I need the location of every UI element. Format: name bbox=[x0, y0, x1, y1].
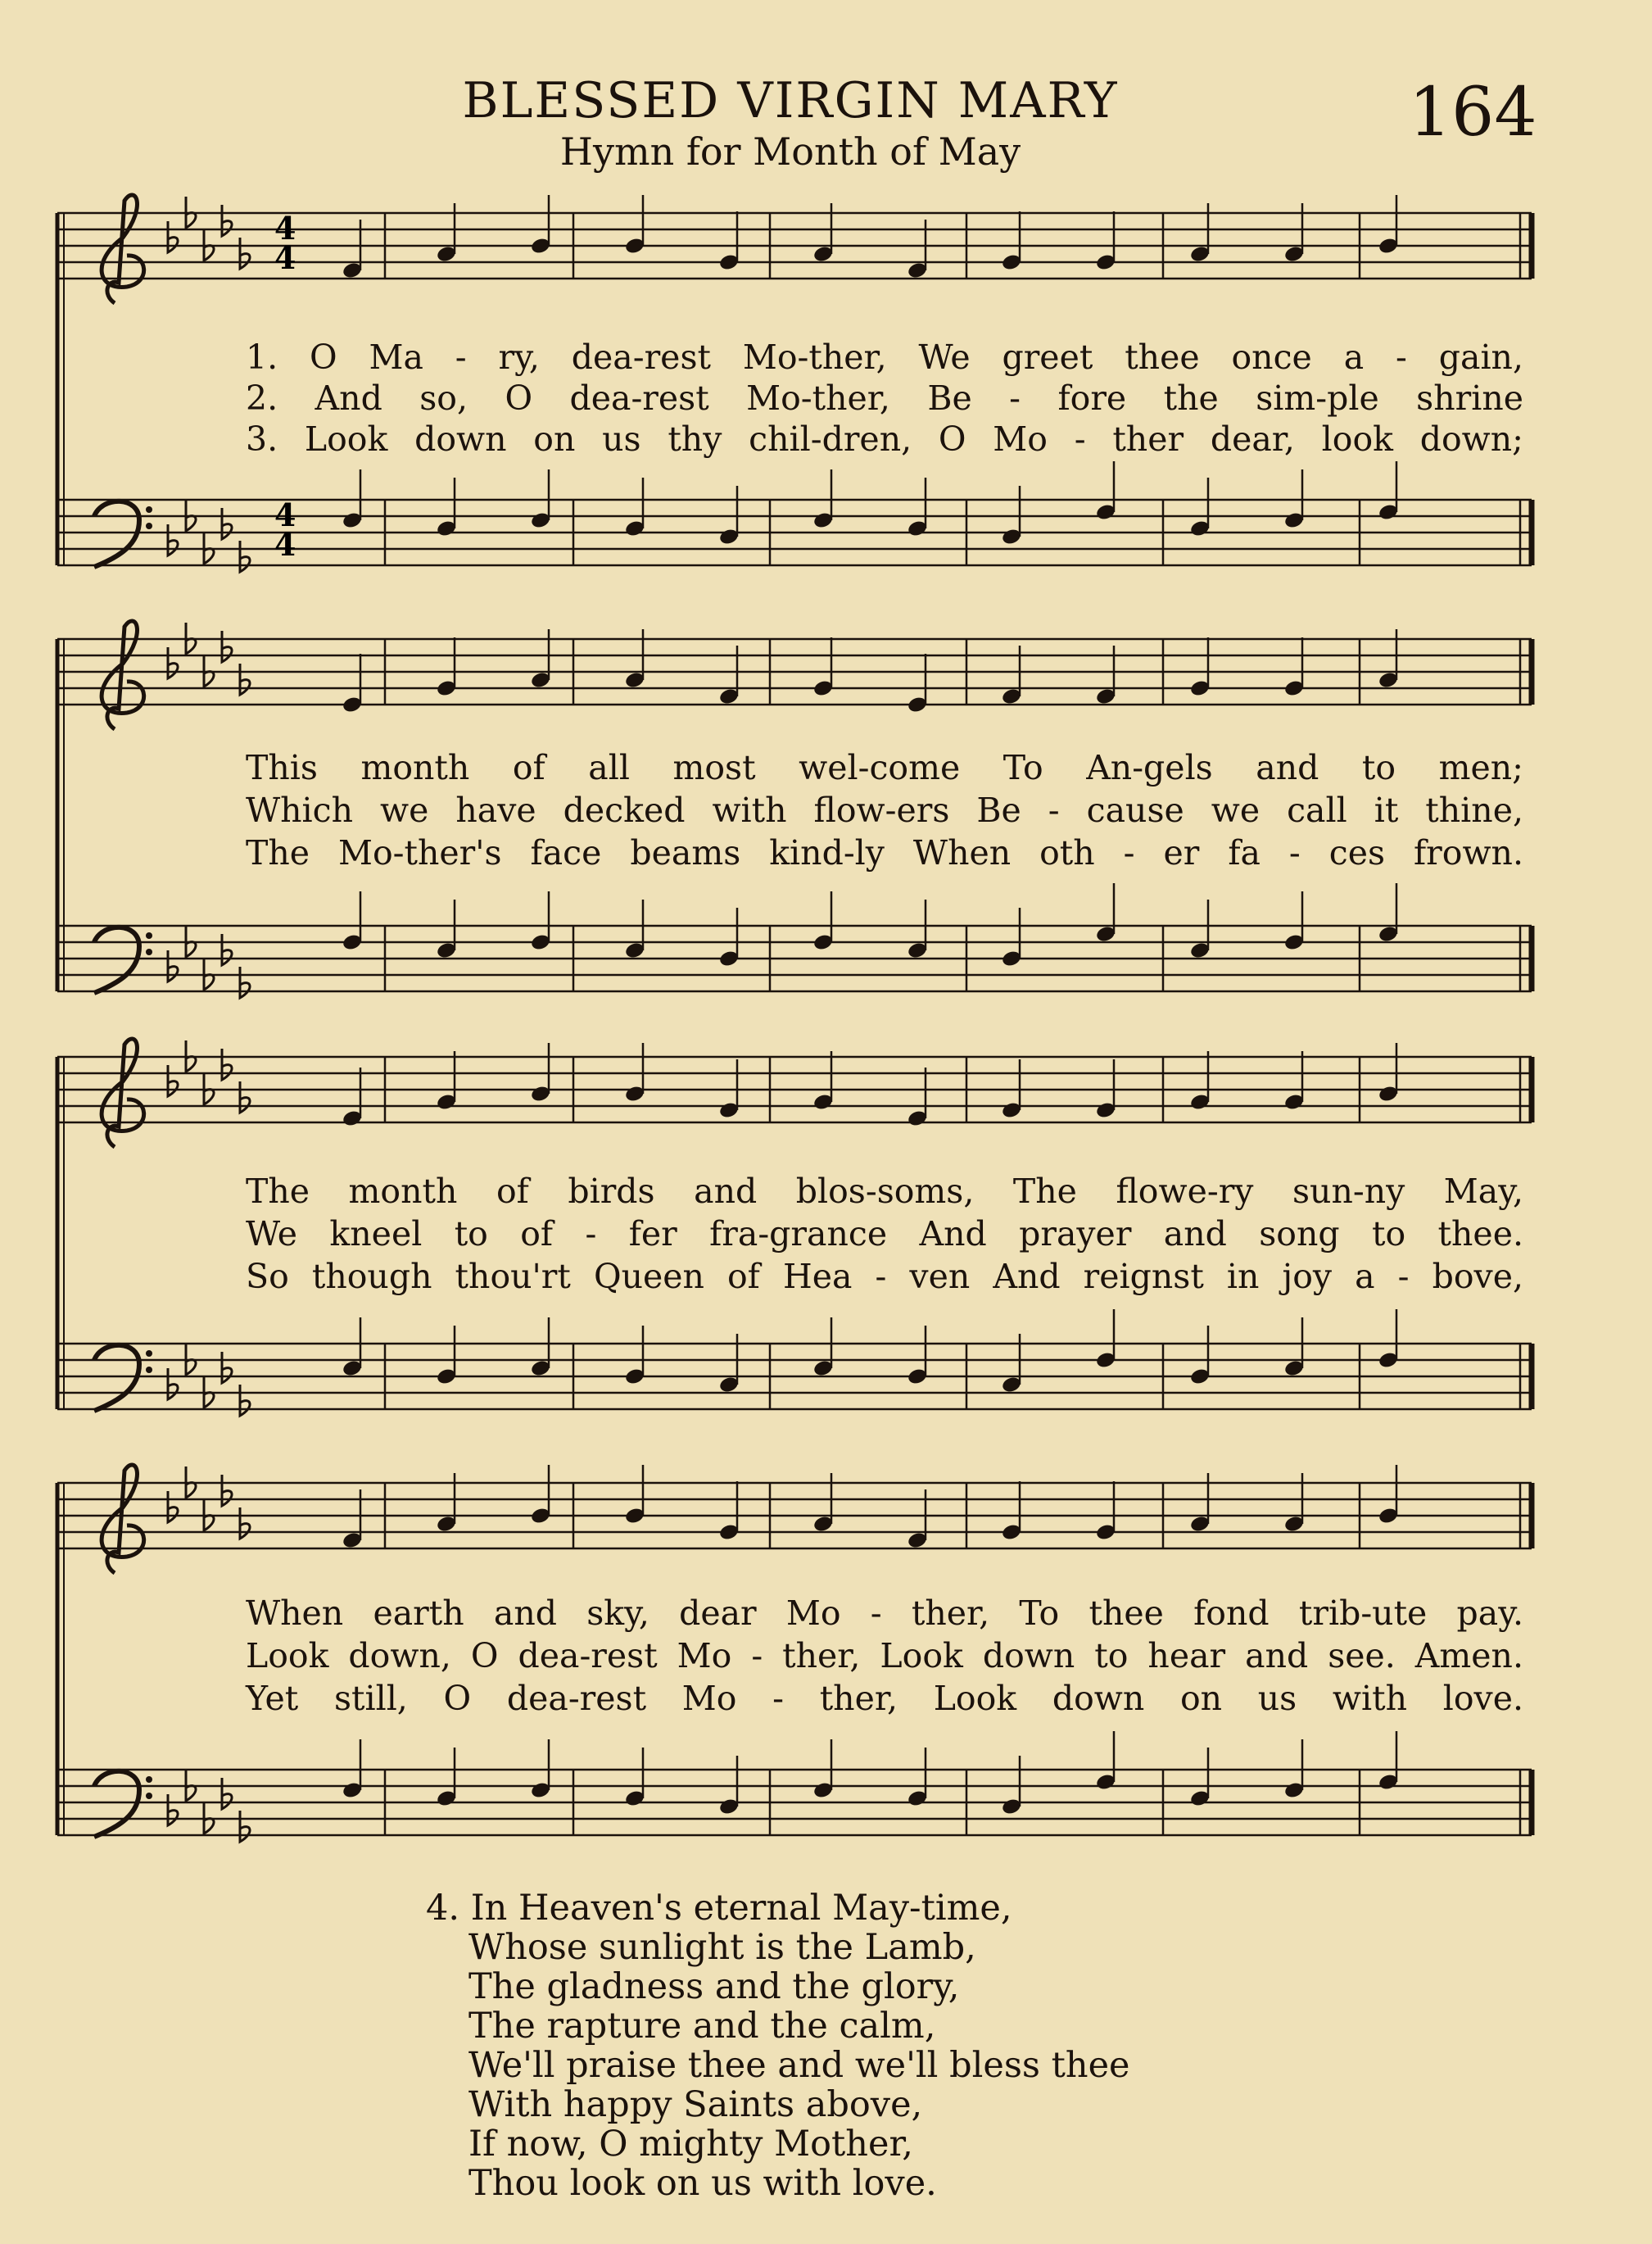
flat-icon bbox=[168, 647, 178, 678]
lyric-line: The month of birds and blos-soms, The flowe-ry sun-ny May, bbox=[246, 1172, 1523, 1211]
treble-clef-icon bbox=[102, 621, 144, 729]
time-signature-bottom: 4 bbox=[274, 239, 296, 276]
time-signature-bottom: 4 bbox=[274, 526, 296, 563]
verse-4 bbox=[426, 1888, 1130, 2203]
verse-line: With happy Saints above, bbox=[468, 2084, 923, 2125]
bass-clef-icon bbox=[94, 927, 139, 993]
bass-clef-icon bbox=[94, 501, 139, 567]
flat-icon bbox=[240, 541, 250, 572]
verse-line: The gladness and the glory, bbox=[468, 1966, 960, 2007]
bass-clef-dot bbox=[146, 1793, 152, 1799]
lyric-line: Yet still, O dea-rest Mo - ther, Look down on us with love. bbox=[246, 1679, 1523, 1718]
bass-clef-dot bbox=[146, 1367, 152, 1373]
verse-line: Thou look on us with love. bbox=[468, 2163, 937, 2204]
verse-line: We'll praise thee and we'll bless thee bbox=[468, 2045, 1130, 2086]
treble-clef-icon bbox=[102, 1039, 144, 1147]
verse-line: Whose sunlight is the Lamb, bbox=[468, 1927, 976, 1968]
bass-clef-dot bbox=[146, 506, 152, 513]
lyric-line: 2. And so, O dea-rest Mo-ther, Be - fore the sim-ple shrine bbox=[246, 379, 1523, 418]
flat-icon bbox=[168, 950, 178, 981]
flat-icon bbox=[240, 1385, 250, 1416]
lyric-line: The Mo-ther's face beams kind-ly When oth - er fa - ces frown. bbox=[246, 833, 1523, 873]
verse-line: If now, O mighty Mother, bbox=[468, 2124, 913, 2165]
bass-staff bbox=[57, 883, 1532, 998]
flat-icon bbox=[222, 1049, 232, 1080]
flat-icon bbox=[222, 1475, 232, 1506]
time-signature-top: 4 bbox=[274, 210, 296, 247]
bass-clef-icon bbox=[94, 1771, 139, 1837]
flat-icon bbox=[222, 1352, 232, 1383]
flat-icon bbox=[168, 1065, 178, 1096]
lyric-line: When earth and sky, dear Mo - ther, To thee fond trib-ute pay. bbox=[246, 1593, 1523, 1633]
bass-staff bbox=[57, 1309, 1532, 1416]
flat-icon bbox=[168, 221, 178, 252]
flat-icon bbox=[240, 664, 250, 695]
flat-icon bbox=[222, 205, 232, 236]
hymn-number: 164 bbox=[1409, 74, 1537, 152]
flat-icon bbox=[240, 1811, 250, 1842]
bass-clef-dot bbox=[146, 523, 152, 529]
treble-clef-icon bbox=[102, 195, 144, 303]
verse-line: The rapture and the calm, bbox=[468, 2006, 936, 2047]
bass-clef-icon bbox=[94, 1345, 139, 1411]
bass-staff bbox=[57, 1731, 1532, 1842]
flat-icon bbox=[168, 1491, 178, 1522]
lyric-line: 3. Look down on us thy chil-dren, O Mo - ther dear, look down; bbox=[246, 419, 1523, 459]
flat-icon bbox=[168, 524, 178, 555]
flat-icon bbox=[222, 1778, 232, 1809]
lyric-line: Look down, O dea-rest Mo - ther, Look down to hear and see. Amen. bbox=[246, 1636, 1523, 1675]
bass-clef-dot bbox=[146, 1776, 152, 1783]
flat-icon bbox=[240, 1081, 250, 1113]
flat-icon bbox=[222, 934, 232, 965]
lyric-line: So though thou'rt Queen of Hea - ven And reignst in joy a - bove, bbox=[246, 1257, 1523, 1296]
lyric-line: Which we have decked with flow-ers Be - cause we call it thine, bbox=[246, 791, 1523, 830]
flat-icon bbox=[240, 238, 250, 269]
bass-clef-dot bbox=[146, 949, 152, 955]
treble-clef-icon bbox=[102, 1465, 144, 1573]
flat-icon bbox=[168, 1794, 178, 1825]
lyric-line: We kneel to of - fer fra-grance And prayer and song to thee. bbox=[246, 1214, 1523, 1253]
flat-icon bbox=[240, 967, 250, 998]
flat-icon bbox=[168, 1368, 178, 1399]
flat-icon bbox=[240, 1507, 250, 1539]
lyric-line: This month of all most wel-come To An-gels and to men; bbox=[246, 748, 1523, 787]
treble-staff bbox=[57, 1039, 1532, 1147]
flat-icon bbox=[222, 631, 232, 662]
treble-staff bbox=[57, 1465, 1532, 1573]
page-subtitle: Hymn for Month of May bbox=[559, 129, 1021, 174]
time-signature-top: 4 bbox=[274, 496, 296, 533]
treble-staff bbox=[57, 621, 1532, 729]
bass-clef-dot bbox=[146, 932, 152, 939]
verse-line: 4. In Heaven's eternal May-time, bbox=[426, 1888, 1012, 1929]
bass-clef-dot bbox=[146, 1350, 152, 1357]
flat-icon bbox=[222, 508, 232, 539]
lyric-line: 1. O Ma - ry, dea-rest Mo-ther, We greet thee once a - gain, bbox=[246, 338, 1523, 377]
page-title: BLESSED VIRGIN MARY bbox=[462, 72, 1119, 129]
